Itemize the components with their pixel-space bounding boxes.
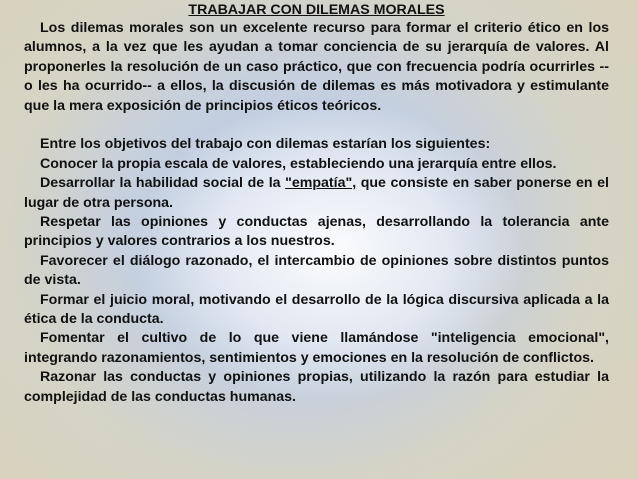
objective-text: Desarrollar la habilidad social de la bbox=[40, 175, 286, 192]
objective-item: Formar el juicio moral, motivando el desarrollo de la lógica discursiva aplicada a la ética de la conducta. bbox=[24, 291, 609, 328]
intro-paragraph: Los dilemas morales son un excelente recurso para formar el criterio ético en los alumnos, a la vez que les ayudan a tomar conciencia de su jerarquía de valores. Al proponerles la resolución de un caso práctico, que con frecuencia podría ocurrirles --o les ha ocurrido-- a ellos, la discusión de dilemas es más motivadora y estimulante que la mera exposición de principios éticos teóricos. bbox=[24, 20, 609, 114]
objective-item: Conocer la propia escala de valores, estableciendo una jerarquía entre ellos. bbox=[40, 155, 557, 172]
objectives-heading: Entre los objetivos del trabajo con dilemas estarían los siguientes: bbox=[40, 136, 491, 153]
objective-item: Respetar las opiniones y conductas ajenas, desarrollando la tolerancia ante principios y valores contrarios a los nuestros. bbox=[24, 214, 609, 250]
objective-item: Fomentar el cultivo de lo que viene llamándose "inteligencia emocional", integrando razonamientos, sentimientos y emociones en la resolución de conflictos. bbox=[24, 330, 609, 366]
objective-item: Favorecer el diálogo razonado, el intercambio de opiniones sobre distintos puntos de vista. bbox=[24, 252, 609, 289]
empathy-link[interactable]: "empatía", bbox=[285, 175, 357, 192]
page-title: TRABAJAR CON DILEMAS MORALES bbox=[188, 2, 445, 18]
paragraph-gap bbox=[24, 116, 609, 135]
objective-item-empathy bbox=[24, 174, 609, 213]
objective-item: Razonar las conductas y opiniones propias, utilizando la razón para estudiar la complejidad de las conductas humanas. bbox=[24, 369, 609, 405]
objective-text: que consiste en saber ponerse en el lugar de otra persona. bbox=[24, 175, 609, 211]
